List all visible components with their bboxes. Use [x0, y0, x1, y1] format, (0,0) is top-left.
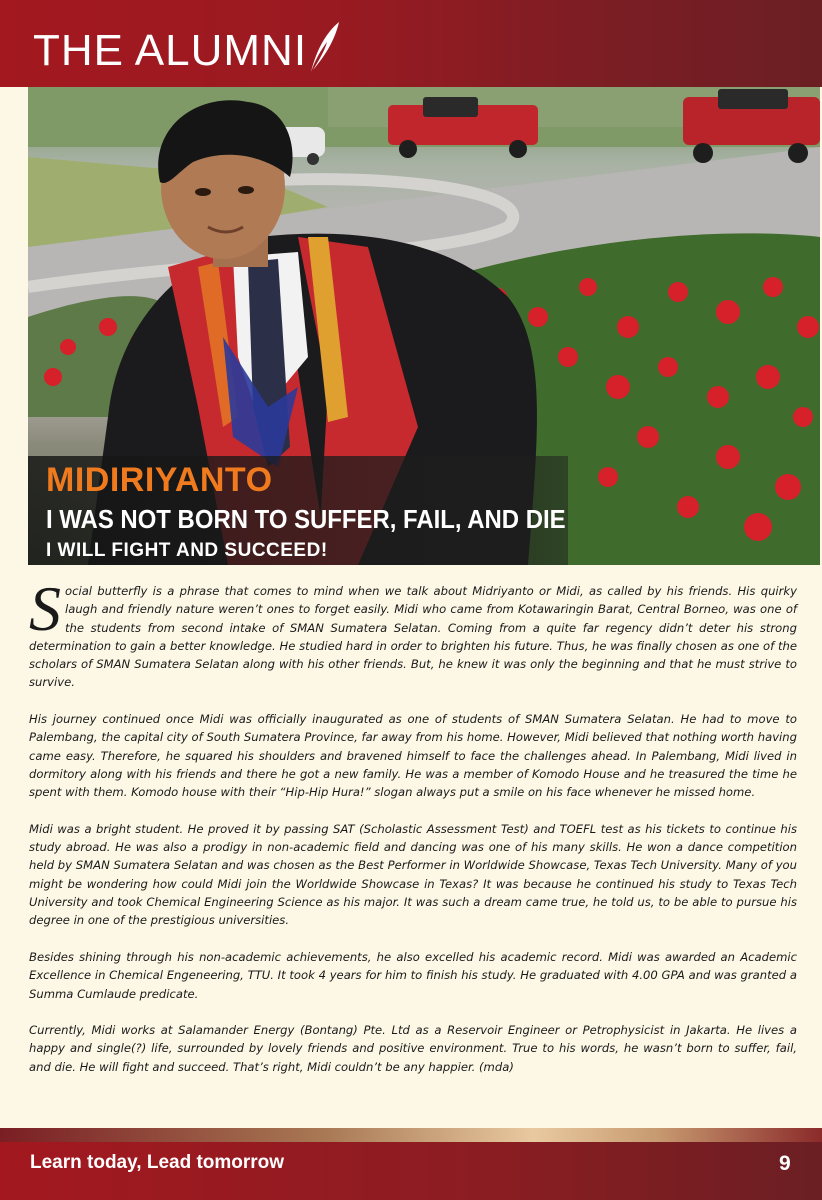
- paragraph-1-text: ocial butterfly is a phrase that comes to mind when we talk about Midriyanto or Midi, as called by his friends. His quirky laugh and friendly nature weren’t ones to forget easily. Midi who came from Kotawaringin Barat, Central Borneo, was one of the students from second intake of SMAN Sumatera Selatan. Coming from a quite far regency didn’t deter his strong determination to gain a better knowledge. He studied hard in order to brighten his future. Thus, he was finally chosen as one of the scholars of SMAN Sumatera Selatan along with his other friends. But, he knew it was only the beginning and that he must strive to survive.: [29, 584, 797, 690]
- section-title: THE ALUMNI: [33, 26, 308, 75]
- red-truck-right: [683, 89, 820, 163]
- article-headline: I WAS NOT BORN TO SUFFER, FAIL, AND DIE: [46, 504, 566, 534]
- paragraph-5: Currently, Midi works at Salamander Energy (Bontang) Pte. Ltd as a Reservoir Engineer or Petrophysicist in Jakarta. He lives a happy and single(?) life, surrounded by lovely friends and positive environment. True to his words, he wasn’t born to suffer, fail, and die. He will fight and succeed. That’s right, Midi couldn’t be any happier. (mda): [29, 1023, 797, 1074]
- footer-stripe: [0, 1128, 822, 1142]
- alumni-name: MIDIRIYANTO: [46, 461, 273, 499]
- page-number: 9: [779, 1152, 791, 1175]
- drop-cap: S: [29, 573, 61, 644]
- paragraph-2: His journey continued once Midi was officially inaugurated as one of students of SMAN Sumatera Selatan. He had to move to Palembang, the capital city of South Sumatera Province, far away from his home. However, Midi believed that nothing worth having came easy. Therefore, he squared his shoulders and bravened himself to face the challenges ahead. In Palembang, Midi lived in dormitory along with his friends and there he got a new family. He was a member of Komodo House and he treasured the time he spent with them. Komodo house with their “Hip-Hip Hura!” slogan always put a smile on his face whenever he missed home.: [29, 712, 797, 800]
- article-body: [29, 573, 797, 1094]
- feather-quill-icon: [305, 20, 345, 76]
- red-truck-left: [388, 97, 538, 158]
- article-subheadline: I WILL FIGHT AND SUCCEED!: [46, 540, 328, 561]
- paragraph-3: Midi was a bright student. He proved it by passing SAT (Scholastic Assessment Test) and TOEFL test as his tickets to continue his study abroad. He was also a prodigy in non-academic field and dancing was one of his many skills. He won a dance competition held by SMAN Sumatera Selatan and was chosen as the Best Performer in Worldwide Showcase, Texas Tech University. Many of you might be wondering how could Midi join the Worldwide Showcase in Texas? It was because he continued his study to Texas Tech University and took Chemical Engineering Science as his major. It was such a dream came true, he told us, to be able to pursue his degree in one of the prestigious universities.: [29, 821, 797, 928]
- footer-tagline: Learn today, Lead tomorrow: [30, 1152, 285, 1173]
- paragraph-1: [29, 573, 797, 692]
- paragraph-4: Besides shining through his non-academic achievements, he also excelled his academic record. Midi was awarded an Academic Excellence in Chemical Engeneering, TTU. It took 4 years for him to finish his study. He graduated with 4.00 GPA and was granted a Summa Cumlaude predicate.: [29, 949, 797, 1001]
